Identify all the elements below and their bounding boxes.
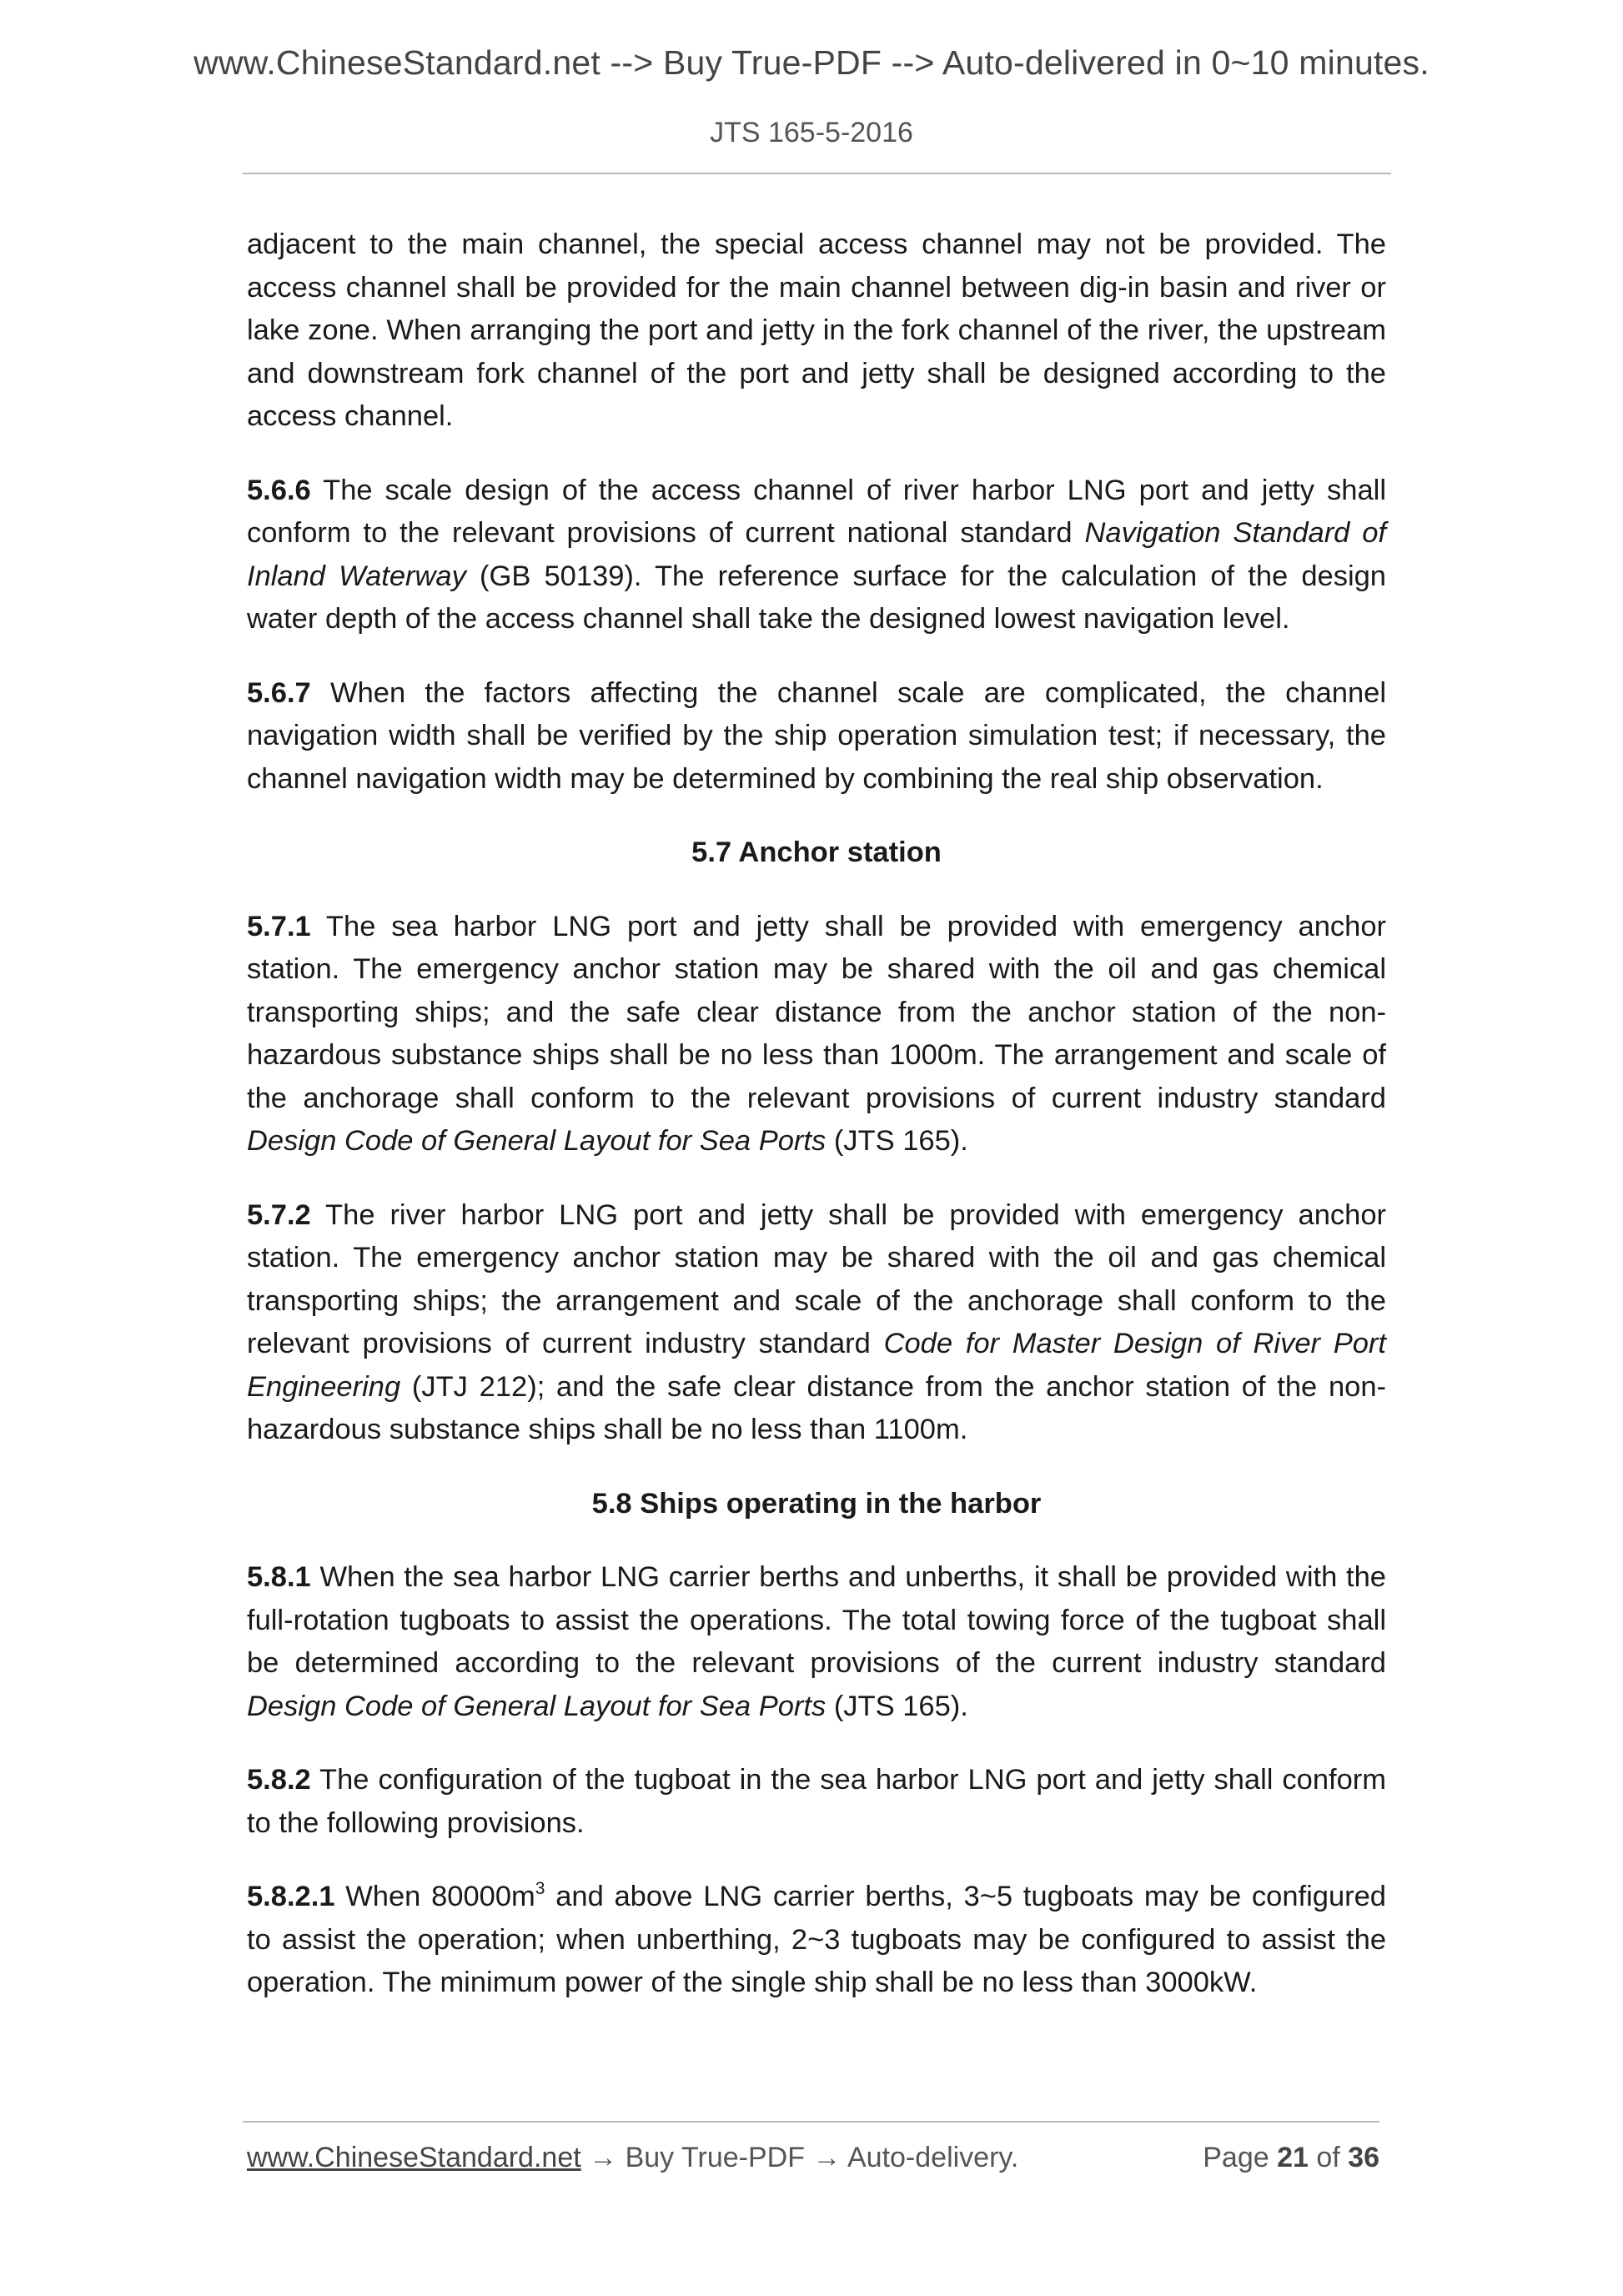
standard-title: Navigation Standard of Inland Waterway [247,517,1387,592]
clause-number: 5.6.7 [247,676,311,709]
document-id: JTS 165-5-2016 [710,117,913,148]
clause-5-6-6 [247,470,1386,641]
section-heading-5-8: 5.8 Ships operating in the harbor [591,1487,1042,1520]
site-banner: www.ChineseStandard.net --> Buy True-PDF --> Auto-delivered in 0~10 minutes. [193,43,1430,82]
footer-divider [243,2121,1379,2123]
clause-text: The river harbor LNG port and jetty shall be provided with emergency anchor station. The emergency anchor station may be shared with the oil and gas chemical transporting ships; the arrangement and scale of the anchorage shall conform to the relevant provisions of current industry standard [247,1198,1386,1359]
clause-text: When 80000m [334,1881,535,1912]
paragraph-continuation: adjacent to the main channel, the special access channel may not be provided. The access channel shall be provided for the main channel between dig-in basin and river or lake zone. When arranging the port and jetty in the fork channel of the river, the upstream and downstream fork channel of the port and jetty shall be designed according to the access channel. [247,229,1386,432]
clause-text: The configuration of the tugboat in the sea harbor LNG port and jetty shall conform to the following provisions. [247,1764,1386,1839]
clause-5-8-1 [247,1556,1386,1728]
current-page: 21 [1277,2142,1309,2173]
page-label: Page [1203,2142,1278,2173]
clause-number: 5.7.1 [247,910,311,942]
clause-5-8-2-1 [247,1876,1386,2005]
page-footer [247,2142,1379,2183]
total-pages: 36 [1348,2142,1379,2173]
standard-title: Design Code of General Layout for Sea Ports [247,1690,827,1722]
clause-text: The sea harbor LNG port and jetty shall be provided with emergency anchor station. The emergency anchor station may be shared with the oil and gas chemical transporting ships; and the safe clear distance from the anchor station of the non-hazardous substance ships shall be no less than 1000m. The arrangement and scale of the anchorage shall conform to the relevant provisions of current industry standard [247,910,1386,1114]
clause-text: The scale design of the access channel of river harbor LNG port and jetty shall conform to the relevant provisions of current national standard [247,474,1386,549]
clause-text: (JTJ 212); and the safe clear distance from the anchor station of the non-hazardous substance ships shall be no less than 1100m. [247,1370,1386,1445]
clause-number: 5.6.6 [247,474,311,506]
standard-title: Design Code of General Layout for Sea Ports [247,1125,827,1157]
section-heading-5-7: 5.7 Anchor station [691,837,942,868]
standard-title: Code for Master Design of River Port Engineering [247,1328,1386,1403]
clause-number: 5.8.1 [247,1561,311,1593]
clause-text: and above LNG carrier berths, 3~5 tugboats may be configured to assist the operation; when unberthing, 2~3 tugboats may be configured to assist the operation. The minimum power of the single ship shall be no less than 3000kW. [247,1881,1386,1998]
header-divider [243,173,1391,174]
footer-promo [247,2142,1018,2174]
clause-number: 5.7.2 [247,1198,311,1231]
clause-5-7-1 [247,906,1386,1163]
footer-promo-text: → Buy True-PDF → Auto-delivery. [580,2142,1019,2173]
clause-text: When the sea harbor LNG carrier berths and unberths, it shall be provided with the full-rotation tugboats to assist the operations. The total towing force of the tugboat shall be determined according to the relevant provisions of the current industry standard [247,1561,1386,1679]
page-body [247,224,1386,2036]
page-of-label: of [1308,2142,1349,2173]
clause-5-7-2 [247,1194,1386,1452]
clause-number: 5.8.2.1 [247,1881,335,1912]
superscript: 3 [535,1878,545,1898]
footer-site-link[interactable]: www.ChineseStandard.net [247,2142,581,2173]
clause-5-6-7 [247,672,1386,801]
clause-text: (JTS 165). [826,1690,968,1722]
clause-number: 5.8.2 [247,1764,311,1796]
page-number [1203,2142,1379,2174]
clause-5-8-2 [247,1759,1386,1845]
clause-text: (JTS 165). [826,1125,968,1157]
clause-text: When the factors affecting the channel scale are complicated, the channel navigation width shall be verified by the ship operation simulation test; if necessary, the channel navigation width may be determined by combining the real ship observation. [247,676,1386,795]
clause-text: (GB 50139). The reference surface for the calculation of the design water depth of the access channel shall take the designed lowest navigation level. [247,560,1386,635]
